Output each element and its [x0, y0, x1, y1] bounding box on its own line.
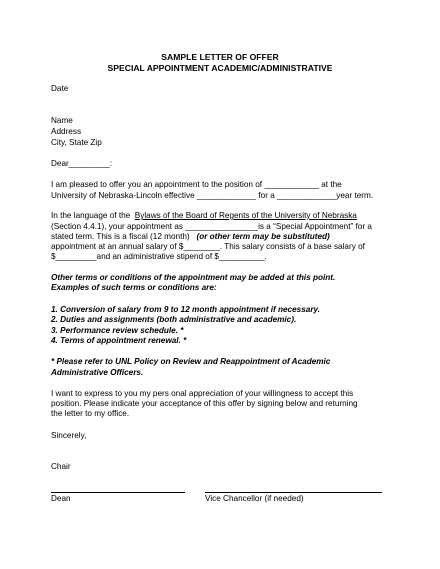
- condition-item: 4. Terms of appointment renewal. *: [51, 336, 187, 345]
- policy-note-line1: * Please refer to UNL Policy on Review and Reappointment of Academic: [51, 357, 331, 366]
- date-field: Date: [51, 84, 69, 93]
- letter-title-line2: SPECIAL APPOINTMENT ACADEMIC/ADMINISTRATIVE: [107, 63, 333, 73]
- paragraph3-line1: I want to express to you my pers onal appreciation of your willingness to accept this: [51, 389, 354, 398]
- paragraph2-line2: (Section 4.4.1), your appointment as ________________is a “Special Appointment” for a: [51, 222, 372, 231]
- condition-item: 2. Duties and assignments (both administrative and academic).: [51, 315, 297, 324]
- vice-chancellor-signature-line: [205, 492, 382, 493]
- policy-note-line2: Administrative Officers.: [51, 368, 144, 377]
- condition-item: 3. Performance review schedule. *: [51, 326, 184, 335]
- bylaws-reference: Bylaws of the Board of Regents of the University of Nebraska: [134, 211, 357, 220]
- vice-chancellor-signature-label: Vice Chancellor (if needed): [205, 494, 304, 503]
- other-terms-line1: Other terms or conditions of the appointment may be added at this point.: [51, 273, 336, 282]
- paragraph1-line2: University of Nebraska-Lincoln effective _____________ for a _____________year term.: [51, 191, 374, 200]
- paragraph2-line3: [51, 232, 330, 242]
- paragraph3-line2: position. Please indicate your acceptance of this offer by signing below and returning: [51, 399, 358, 408]
- salutation: Dear_________:: [51, 159, 113, 168]
- dean-signature-line: [51, 492, 185, 493]
- term-text: stated term. This is a fiscal (12 month): [51, 232, 190, 241]
- condition-item: 1. Conversion of salary from 9 to 12 month appointment if necessary.: [51, 305, 321, 314]
- recipient-address: Address: [51, 127, 82, 136]
- letter-title-line1: SAMPLE LETTER OF OFFER: [161, 52, 279, 62]
- term-substitution-note: (or other term may be substituted): [196, 232, 330, 241]
- closing: Sincerely,: [51, 431, 87, 440]
- recipient-city-state-zip: City, State Zip: [51, 138, 102, 147]
- paragraph2-line5: $_________and an administrative stipend of $__________.: [51, 252, 267, 261]
- paragraph2-line1: [51, 211, 357, 221]
- recipient-name: Name: [51, 116, 73, 125]
- paragraph2-intro: In the language of the: [51, 211, 131, 220]
- paragraph3-line3: the letter to my office.: [51, 409, 130, 418]
- paragraph1-line1: I am pleased to offer you an appointment to the position of ____________ at the: [51, 180, 342, 189]
- paragraph2-line4: appointment at an annual salary of $________. This salary consists of a base salary of: [51, 242, 365, 251]
- other-terms-line2: Examples of such terms or conditions are:: [51, 283, 217, 292]
- chair-signature-label: Chair: [51, 462, 71, 471]
- dean-signature-label: Dean: [51, 494, 71, 503]
